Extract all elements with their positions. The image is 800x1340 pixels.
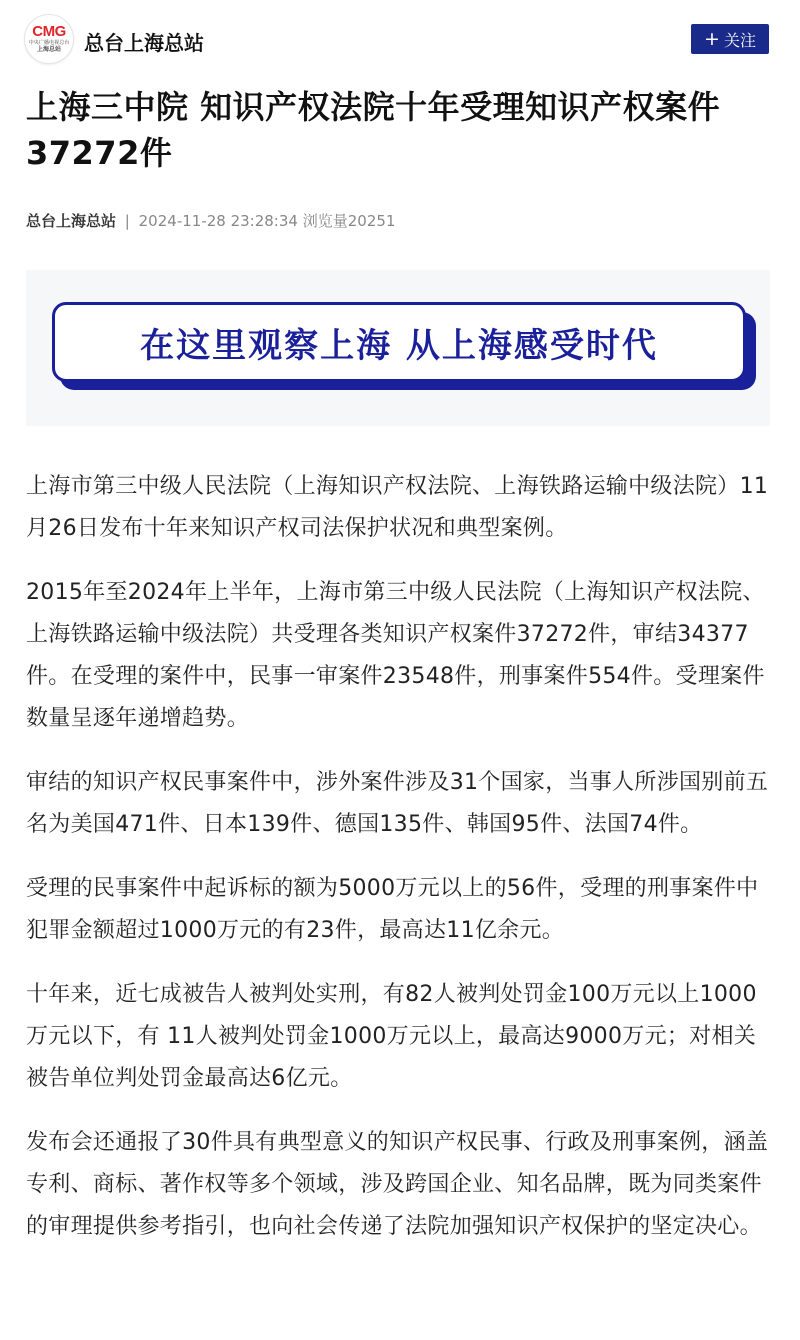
article-paragraph: 上海市第三中级人民法院（上海知识产权法院、上海铁路运输中级法院）11月26日发布十年来知识产权司法保护状况和典型案例。 (26, 474, 769, 541)
article-paragraph: 2015年至2024年上半年，上海市第三中级人民法院（上海知识产权法院、上海铁路运输中级法院）共受理各类知识产权案件37272件，审结34377件。在受理的案件中，民事一审案件23548件，刑事案件554件。受理案件数量呈逐年递增趋势。 (26, 580, 765, 731)
follow-button[interactable] (691, 24, 769, 54)
article-paragraph: 受理的民事案件中起诉标的额为5000万元以上的56件，受理的刑事案件中犯罪金额超过1000万元的有23件，最高达11亿余元。 (26, 876, 759, 943)
article-meta (26, 210, 395, 231)
view-count: 浏览量20251 (302, 212, 396, 230)
article-paragraph: 审结的知识产权民事案件中，涉外案件涉及31个国家，当事人所涉国别前五名为美国471件、日本139件、德国135件、韩国95件、法国74件。 (26, 770, 769, 837)
follow-label: 关注 (723, 30, 756, 50)
article-paragraph: 发布会还通报了30件具有典型意义的知识产权民事、行政及刑事案例，涵盖专利、商标、著作权等多个领域，涉及跨国企业、知名品牌，既为同类案件的审理提供参考指引，也向社会传递了法院加强知识产权保护的坚定决心。 (26, 1130, 769, 1239)
article-title: 上海三中院 知识产权法院十年受理知识产权案件37272件 (26, 88, 721, 172)
meta-separator: | (124, 212, 130, 230)
channel-name[interactable]: 总台上海总站 (84, 31, 204, 55)
logo-main-text: CMG (32, 23, 66, 40)
page-header (0, 0, 800, 78)
plus-icon: + (704, 27, 720, 50)
logo-sub2-text: 上海总站 (36, 47, 61, 53)
banner-text: 在这里观察上海 从上海感受时代 (140, 325, 658, 366)
slogan-banner (52, 302, 746, 382)
logo-sub-text: 中央广播电视总台 (28, 40, 70, 46)
article-author[interactable]: 总台上海总站 (26, 212, 117, 230)
article-body (26, 466, 778, 1270)
publish-datetime: 2024-11-28 23:28:34 (138, 212, 298, 230)
cmg-logo[interactable] (24, 14, 74, 64)
article-paragraph: 十年来，近七成被告人被判处实刑，有82人被判处罚金100万元以上1000万元以下，有 11人被判处罚金1000万元以上，最高达9000万元；对相关被告单位判处罚金最高达6亿元。 (26, 982, 757, 1091)
